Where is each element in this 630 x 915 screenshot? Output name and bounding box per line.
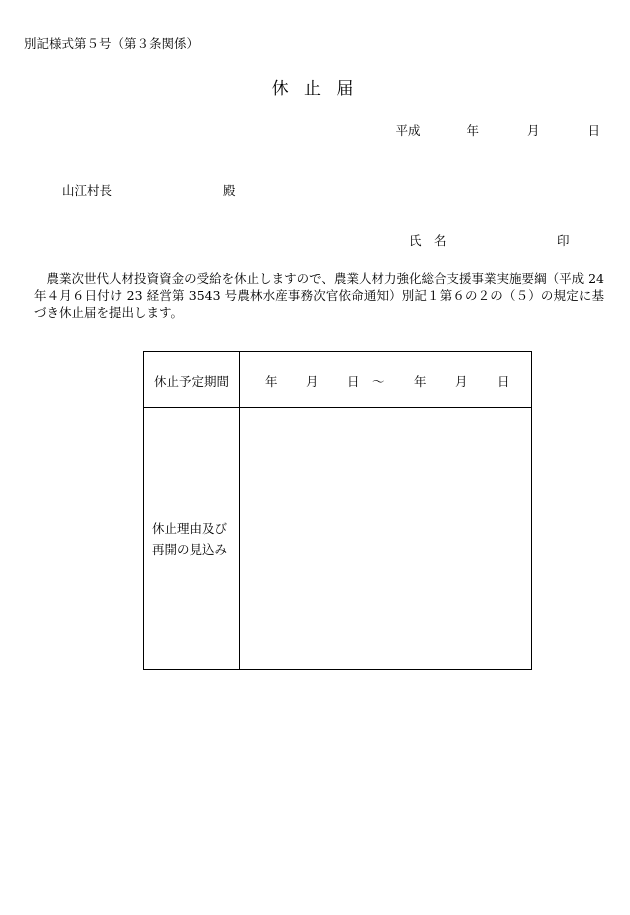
body-paragraph: 農業次世代人材投資資金の受給を休止しますので、農業人材力強化総合支援事業実施要綱（平成 24 年４月６日付け 23 経営第 3543 号農林水産事務次官依命通知）別記１第６の２の（５）の規定に基づき休止届を提出します。 [34,271,604,320]
table-divider-vertical [239,352,240,669]
recipient-name: 山江村長 [62,183,113,198]
reason-label-line1: 休止理由及び [152,521,228,536]
period-end-month: 月 [455,374,468,389]
date-month: 月 [526,123,540,138]
form-table [143,351,532,670]
date-era: 平成 [395,123,421,138]
reason-label-line2: 再開の見込み [152,542,228,557]
date-line [395,121,600,139]
date-day: 日 [587,123,600,138]
period-end-day: 日 [497,374,510,389]
table-divider-horizontal [144,407,531,408]
document-title: 休 止 届 [271,79,359,99]
applicant-name-label: 氏 名 [409,233,447,248]
applicant-seal-label: 印 [557,233,570,248]
period-end-year: 年 [414,374,427,389]
period-label: 休止予定期間 [153,374,229,389]
form-number: 別記様式第５号（第３条関係） [24,36,200,51]
recipient-honorific: 殿 [223,183,236,198]
date-year: 年 [466,123,479,138]
period-start-month: 月 [306,374,319,389]
period-start-year: 年 [265,374,278,389]
reason-label [152,518,240,560]
period-tilde: ～ [372,374,385,389]
period-start-day: 日 [347,374,360,389]
